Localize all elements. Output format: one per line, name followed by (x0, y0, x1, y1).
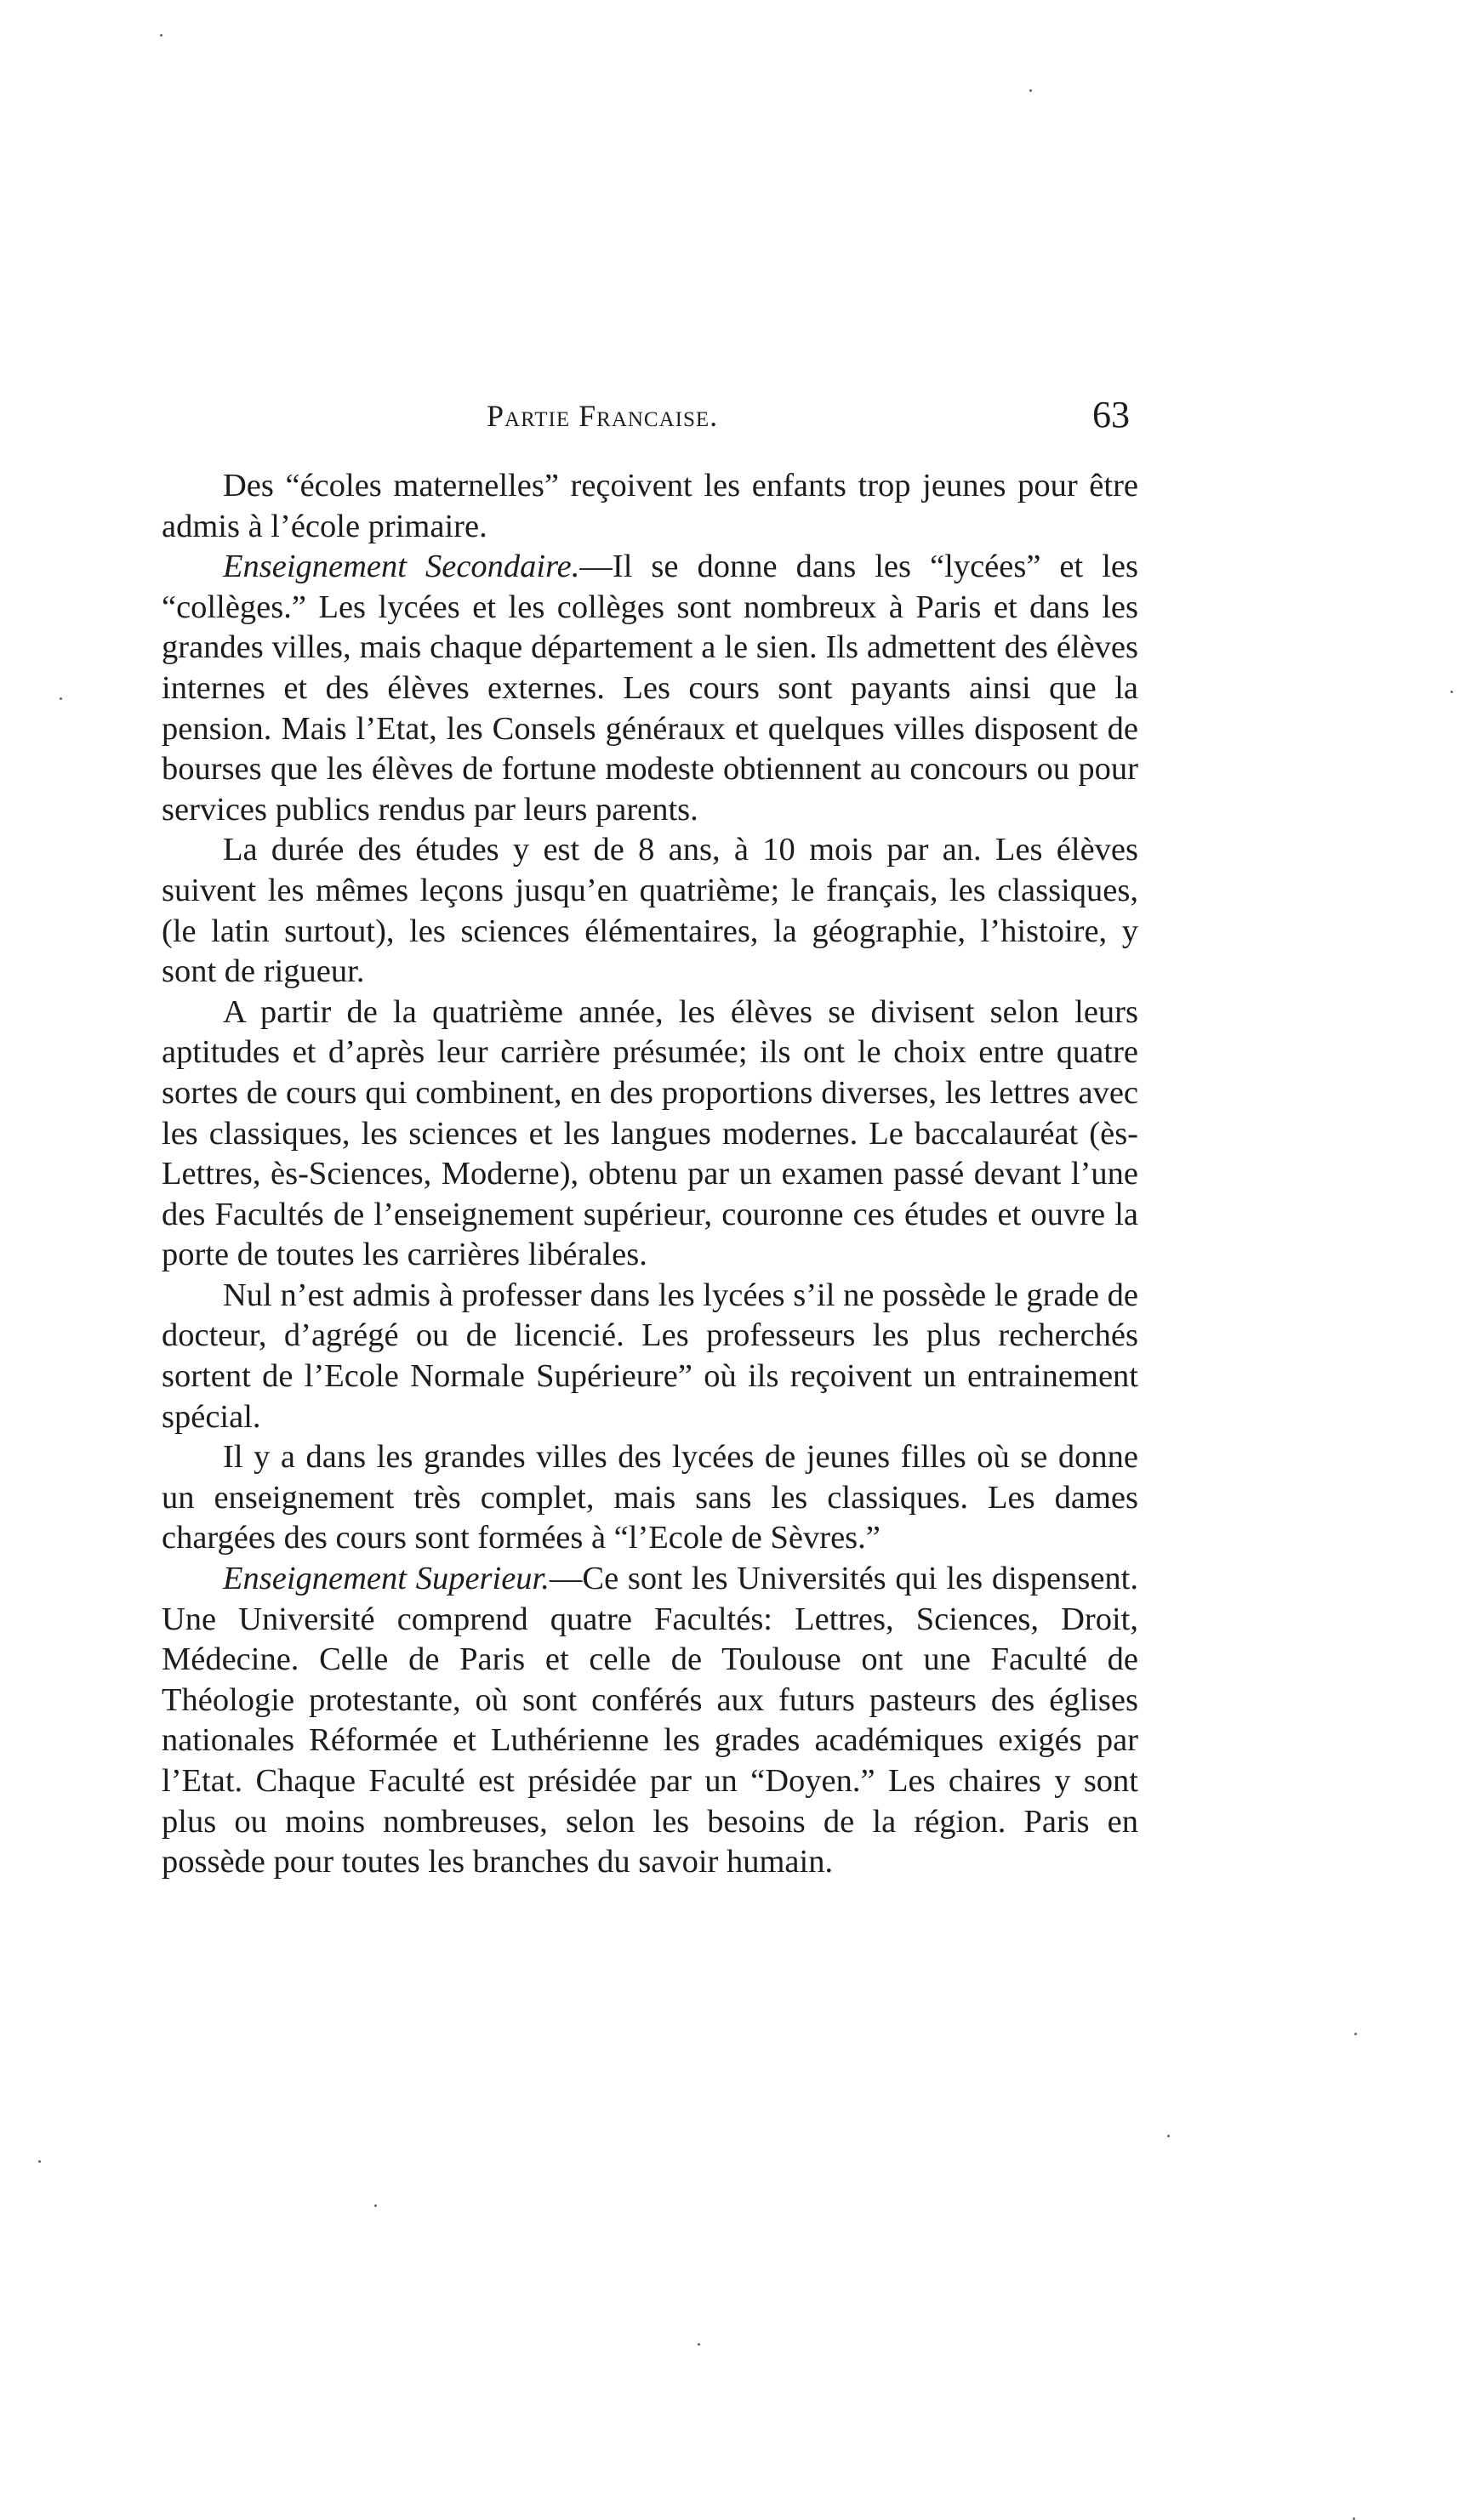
paragraph-enseignement-superieur (162, 1559, 1138, 1883)
paragraph-text: Des “écoles maternelles” reçoivent les enfants trop jeunes pour être admis à l’école primaire. (162, 468, 1138, 544)
body-text (162, 466, 1138, 1883)
section-heading-secondaire: Enseignement Secondaire. (223, 549, 580, 585)
paragraph-text: Il y a dans les grandes villes des lycées de jeunes filles où se donne un enseignement très complet, mais sans les classiques. Les dames chargées des cours sont formées à “l’Ecole de Sèvres.” (162, 1439, 1138, 1556)
paper-speck (38, 2160, 41, 2163)
paragraph-enseignement-secondaire (162, 547, 1138, 830)
paragraph-quatrieme-annee (162, 993, 1138, 1276)
paragraph-text: Nul n’est admis à professer dans les lycées s’il ne possède le grade de docteur, d’agrégé ou de licencié. Les professeurs les plus recherchés sortent de l’Ecole Normale Supérieure” où ils reçoivent un entrainement spécial. (162, 1277, 1138, 1435)
paper-speck (1167, 2135, 1170, 2137)
paragraph-professeurs (162, 1276, 1138, 1437)
paragraph-duree-etudes (162, 830, 1138, 992)
page-number: 63 (1092, 394, 1130, 435)
paper-speck (160, 34, 162, 37)
paper-speck (374, 2204, 377, 2207)
running-title: Partie Francaise. (487, 399, 719, 433)
paper-speck (1450, 691, 1453, 693)
paragraph-text: —Ce sont les Universités qui les dispensent. Une Université comprend quatre Facultés: Lettres, Sciences, Droit, Médecine. Celle de Paris et celle de Toulouse ont une Faculté de Théologie protestante, où sont conférés aux futurs pasteurs des églises nationales Réformée et Luthérienne les grades académiques exigés par l’Etat. Chaque Faculté est présidée par un “Doyen.” Les chaires y sont plus ou moins nombreuses, selon les besoins de la région. Paris en possède pour toutes les branches du savoir humain. (162, 1561, 1138, 1880)
paper-speck (1029, 89, 1032, 92)
paragraph-text: La durée des études y est de 8 ans, à 10 mois par an. Les élèves suivent les mêmes leçons jusqu’en quatrième; le français, les classiques, (le latin surtout), les sciences élémentaires, la géographie, l’histoire, y sont de rigueur. (162, 832, 1138, 990)
paper-speck (698, 2343, 700, 2346)
paragraph-text: —Il se donne dans les “lycées” et les “collèges.” Les lycées et les collèges sont nombreux à Paris et dans les grandes villes, mais chaque département a le sien. Ils admettent des élèves internes et des élèves externes. Les cours sont payants ainsi que la pension. Mais l’Etat, les Consels généraux et quelques villes disposent de bourses que les élèves de fortune modeste obtiennent au concours ou pour services publics rendus par leurs parents. (162, 549, 1139, 828)
section-heading-superieur: Enseignement Superieur. (223, 1561, 550, 1597)
paragraph-lycees-jeunes-filles (162, 1437, 1138, 1559)
running-head (162, 393, 1140, 444)
paragraph-text: A partir de la quatrième année, les élèves se divisent selon leurs aptitudes et d’après leur carrière présumée; ils ont le choix entre quatre sortes de cours qui combinent, en des proportions diverses, les lettres avec les classiques, les sciences et les langues modernes. Le baccalauréat (ès-Lettres, ès-Sciences, Moderne), obtenu par un examen passé devant l’une des Facultés de l’enseignement supérieur, couronne ces études et ouvre la porte de toutes les carrières libérales. (162, 993, 1138, 1273)
paper-speck (1354, 2033, 1357, 2035)
paragraph-ecoles-maternelles (162, 466, 1138, 547)
paper-speck (60, 697, 62, 700)
